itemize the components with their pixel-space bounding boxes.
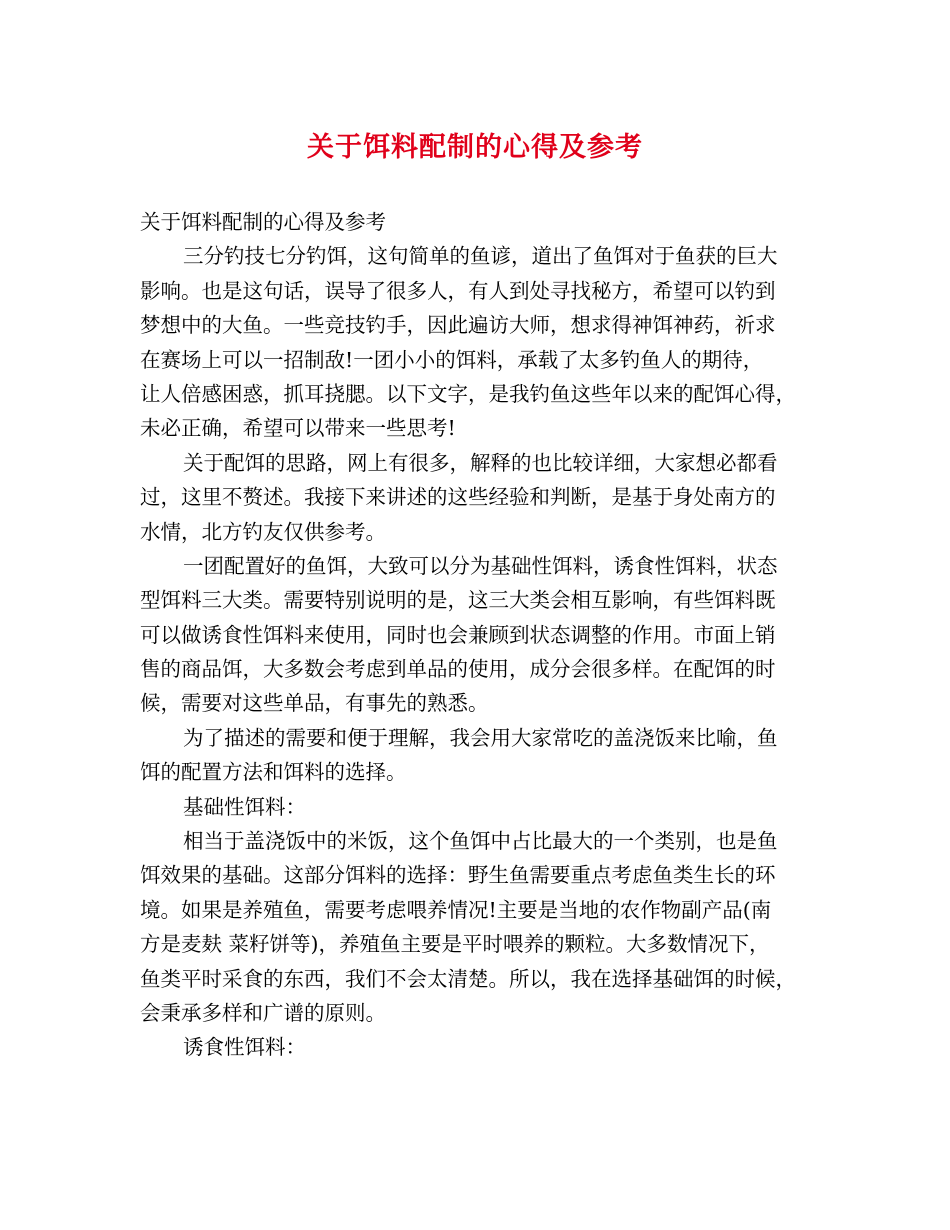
- text-line: 相当于盖浇饭中的米饭，这个鱼饵中占比最大的一个类别，也是鱼: [183, 829, 778, 854]
- text-line: 诱食性饵料：: [183, 1035, 306, 1060]
- text-line: 饵的配置方法和饵料的选择。: [140, 760, 407, 785]
- text-line: 鱼类平时采食的东西，我们不会太清楚。所以，我在选择基础饵的时候，: [140, 966, 796, 991]
- text-line: 让人倍感困惑，抓耳挠腮。以下文字，是我钓鱼这些年以来的配饵心得，: [140, 381, 796, 406]
- text-line: 可以做诱食性饵料来使用，同时也会兼顾到状态调整的作用。市面上销: [140, 622, 776, 647]
- text-line: 一团配置好的鱼饵，大致可以分为基础性饵料，诱食性饵料，状态: [183, 553, 778, 578]
- text-line: 在赛场上可以一招制敌!一团小小的饵料，承载了太多钓鱼人的期待，: [140, 347, 764, 372]
- text-line: 水情，北方钓友仅供参考。: [140, 519, 386, 544]
- text-line: 关于配饵的思路，网上有很多，解释的也比较详细，大家想必都看: [183, 450, 778, 475]
- text-line: 三分钓技七分钓饵，这句简单的鱼谚，道出了鱼饵对于鱼获的巨大: [183, 244, 778, 269]
- text-line: 型饵料三大类。需要特别说明的是，这三大类会相互影响，有些饵料既: [140, 588, 776, 613]
- document-title: 关于饵料配制的心得及参考: [307, 132, 643, 163]
- text-line: 基础性饵料：: [183, 794, 306, 819]
- document-body: [140, 205, 828, 1065]
- text-line: 影响。也是这句话，误导了很多人，有人到处寻找秘方，希望可以钓到: [140, 278, 776, 303]
- text-line: 关于饵料配制的心得及参考: [140, 210, 386, 234]
- text-line: 为了描述的需要和便于理解，我会用大家常吃的盖浇饭来比喻，鱼: [183, 725, 778, 750]
- text-line: 境。如果是养殖鱼，需要考虑喂养情况!主要是当地的农作物副产品(南: [140, 897, 772, 922]
- text-line: 方是麦麸 菜籽饼等)，养殖鱼主要是平时喂养的颗粒。大多数情况下，: [140, 932, 770, 957]
- text-line: 候，需要对这些单品，有事先的熟悉。: [140, 691, 489, 716]
- text-line: 售的商品饵，大多数会考虑到单品的使用，成分会很多样。在配饵的时: [140, 657, 776, 682]
- text-line: 过，这里不赘述。我接下来讲述的这些经验和判断，是基于身处南方的: [140, 485, 776, 510]
- text-line: 未必正确，希望可以带来一些思考!: [140, 416, 456, 441]
- text-line: 会秉承多样和广谱的原则。: [140, 1000, 386, 1025]
- text-line: 饵效果的基础。这部分饵料的选择：野生鱼需要重点考虑鱼类生长的环: [140, 863, 776, 888]
- text-line: 梦想中的大鱼。一些竞技钓手，因此遍访大师，想求得神饵神药，祈求: [140, 313, 776, 338]
